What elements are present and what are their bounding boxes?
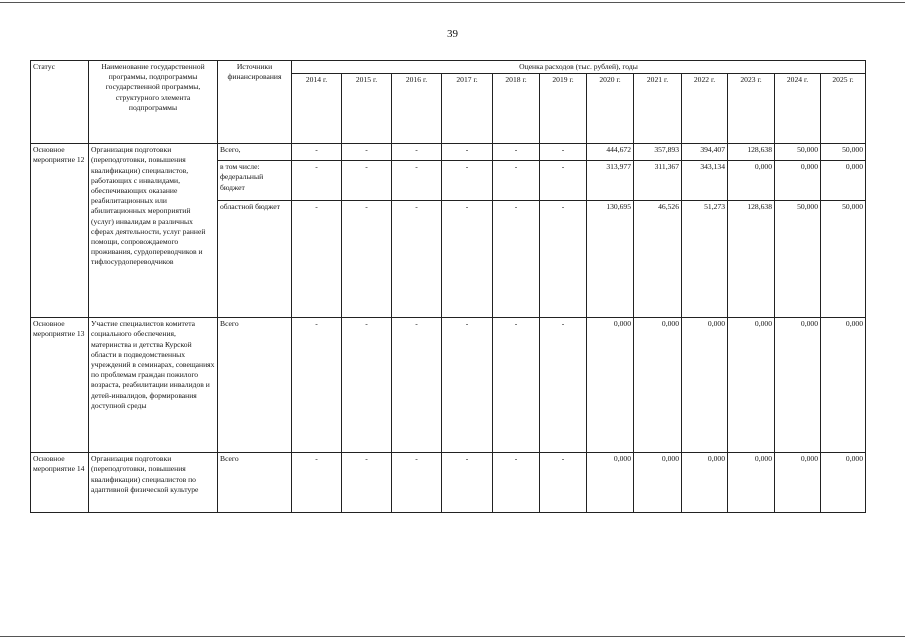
value-cell: 0,000 xyxy=(775,161,821,201)
year-header: 2016 г. xyxy=(392,74,442,144)
value-cell: - xyxy=(392,161,442,201)
budget-row xyxy=(31,144,866,161)
year-header: 2015 г. xyxy=(342,74,392,144)
scan-edge-line xyxy=(0,636,905,637)
value-cell: - xyxy=(540,318,587,453)
value-cell: - xyxy=(493,318,540,453)
value-cell: - xyxy=(392,201,442,318)
value-cell: - xyxy=(342,144,392,161)
value-cell: 313,977 xyxy=(587,161,634,201)
value-cell: - xyxy=(292,161,342,201)
value-cell: 46,526 xyxy=(634,201,682,318)
value-cell: - xyxy=(493,161,540,201)
page-number: 39 xyxy=(447,28,458,40)
status-cell: Основное мероприятие 12 xyxy=(31,144,89,318)
value-cell: 50,000 xyxy=(775,144,821,161)
value-cell: - xyxy=(540,161,587,201)
value-cell: 128,638 xyxy=(728,201,775,318)
year-header: 2020 г. xyxy=(587,74,634,144)
year-header: 2023 г. xyxy=(728,74,775,144)
budget-row xyxy=(31,318,866,453)
value-cell: - xyxy=(442,453,493,513)
year-header: 2025 г. xyxy=(821,74,866,144)
value-cell: - xyxy=(342,318,392,453)
value-cell: 311,367 xyxy=(634,161,682,201)
value-cell: - xyxy=(392,318,442,453)
estimate-header: Оценка расходов (тыс. рублей), годы xyxy=(292,61,866,74)
year-header: 2018 г. xyxy=(493,74,540,144)
value-cell: - xyxy=(292,453,342,513)
value-cell: 0,000 xyxy=(587,318,634,453)
year-header: 2019 г. xyxy=(540,74,587,144)
value-cell: 128,638 xyxy=(728,144,775,161)
value-cell: 0,000 xyxy=(775,318,821,453)
name-header: Наименование государственной программы, подпрограммы государственной программы, структурного элемента подпрограммы xyxy=(89,61,218,144)
value-cell: - xyxy=(342,161,392,201)
value-cell: 394,407 xyxy=(682,144,728,161)
value-cell: - xyxy=(342,453,392,513)
value-cell: 0,000 xyxy=(634,318,682,453)
value-cell: 357,893 xyxy=(634,144,682,161)
value-cell: - xyxy=(292,318,342,453)
value-cell: 0,000 xyxy=(821,161,866,201)
program-name-cell: Организация подготовки (переподготовки, повышения квалификации) специалистов, работающих с инвалидами, обеспечивающих оказание реабилитационных или абилитационных мероприятий (услуг) инвалидам в различных сферах деятельности, услуг ранней помощи, сопровождаемого проживания, сурдопереводчиков и тифлосурдопереводчиков xyxy=(89,144,218,318)
value-cell: - xyxy=(493,453,540,513)
scan-edge-line xyxy=(0,2,905,3)
year-header: 2021 г. xyxy=(634,74,682,144)
value-cell: - xyxy=(540,453,587,513)
value-cell: 0,000 xyxy=(682,318,728,453)
value-cell: - xyxy=(442,318,493,453)
value-cell: 343,134 xyxy=(682,161,728,201)
year-header: 2014 г. xyxy=(292,74,342,144)
value-cell: 0,000 xyxy=(821,318,866,453)
funding-source-cell: Всего, xyxy=(218,144,292,161)
value-cell: - xyxy=(493,144,540,161)
value-cell: - xyxy=(442,144,493,161)
value-cell: 130,695 xyxy=(587,201,634,318)
status-header: Статус xyxy=(31,61,89,144)
value-cell: - xyxy=(540,144,587,161)
funding-source-cell: в том числе: федеральный бюджет xyxy=(218,161,292,201)
program-name-cell: Участие специалистов комитета социального обеспечения, материнства и детства Курской области в подведомственных учреждений в семинарах, совещаниях по проблемам граждан пожилого возраста, реабилитации инвалидов и детей-инвалидов, формирования доступной среды xyxy=(89,318,218,453)
funding-source-cell: областной бюджет xyxy=(218,201,292,318)
value-cell: 0,000 xyxy=(587,453,634,513)
value-cell: 0,000 xyxy=(682,453,728,513)
budget-table xyxy=(30,60,866,513)
year-header: 2017 г. xyxy=(442,74,493,144)
value-cell: 51,273 xyxy=(682,201,728,318)
program-name-cell: Организация подготовки (переподготовки, повышения квалификации) специалистов по адаптивной физической культуре xyxy=(89,453,218,513)
value-cell: 50,000 xyxy=(821,201,866,318)
value-cell: 444,672 xyxy=(587,144,634,161)
value-cell: - xyxy=(342,201,392,318)
value-cell: - xyxy=(392,453,442,513)
value-cell: - xyxy=(493,201,540,318)
value-cell: 0,000 xyxy=(775,453,821,513)
value-cell: - xyxy=(292,144,342,161)
year-header: 2022 г. xyxy=(682,74,728,144)
funding-source-cell: Всего xyxy=(218,318,292,453)
sources-header: Источники финансирования xyxy=(218,61,292,144)
value-cell: - xyxy=(392,144,442,161)
value-cell: 0,000 xyxy=(728,161,775,201)
value-cell: - xyxy=(442,201,493,318)
value-cell: 0,000 xyxy=(821,453,866,513)
status-cell: Основное мероприятие 14 xyxy=(31,453,89,513)
value-cell: 50,000 xyxy=(775,201,821,318)
value-cell: 0,000 xyxy=(728,318,775,453)
header-row xyxy=(31,61,866,74)
year-header: 2024 г. xyxy=(775,74,821,144)
value-cell: - xyxy=(540,201,587,318)
value-cell: 50,000 xyxy=(821,144,866,161)
value-cell: 0,000 xyxy=(728,453,775,513)
status-cell: Основное мероприятие 13 xyxy=(31,318,89,453)
funding-source-cell: Всего xyxy=(218,453,292,513)
value-cell: - xyxy=(442,161,493,201)
budget-row xyxy=(31,453,866,513)
value-cell: 0,000 xyxy=(634,453,682,513)
value-cell: - xyxy=(292,201,342,318)
